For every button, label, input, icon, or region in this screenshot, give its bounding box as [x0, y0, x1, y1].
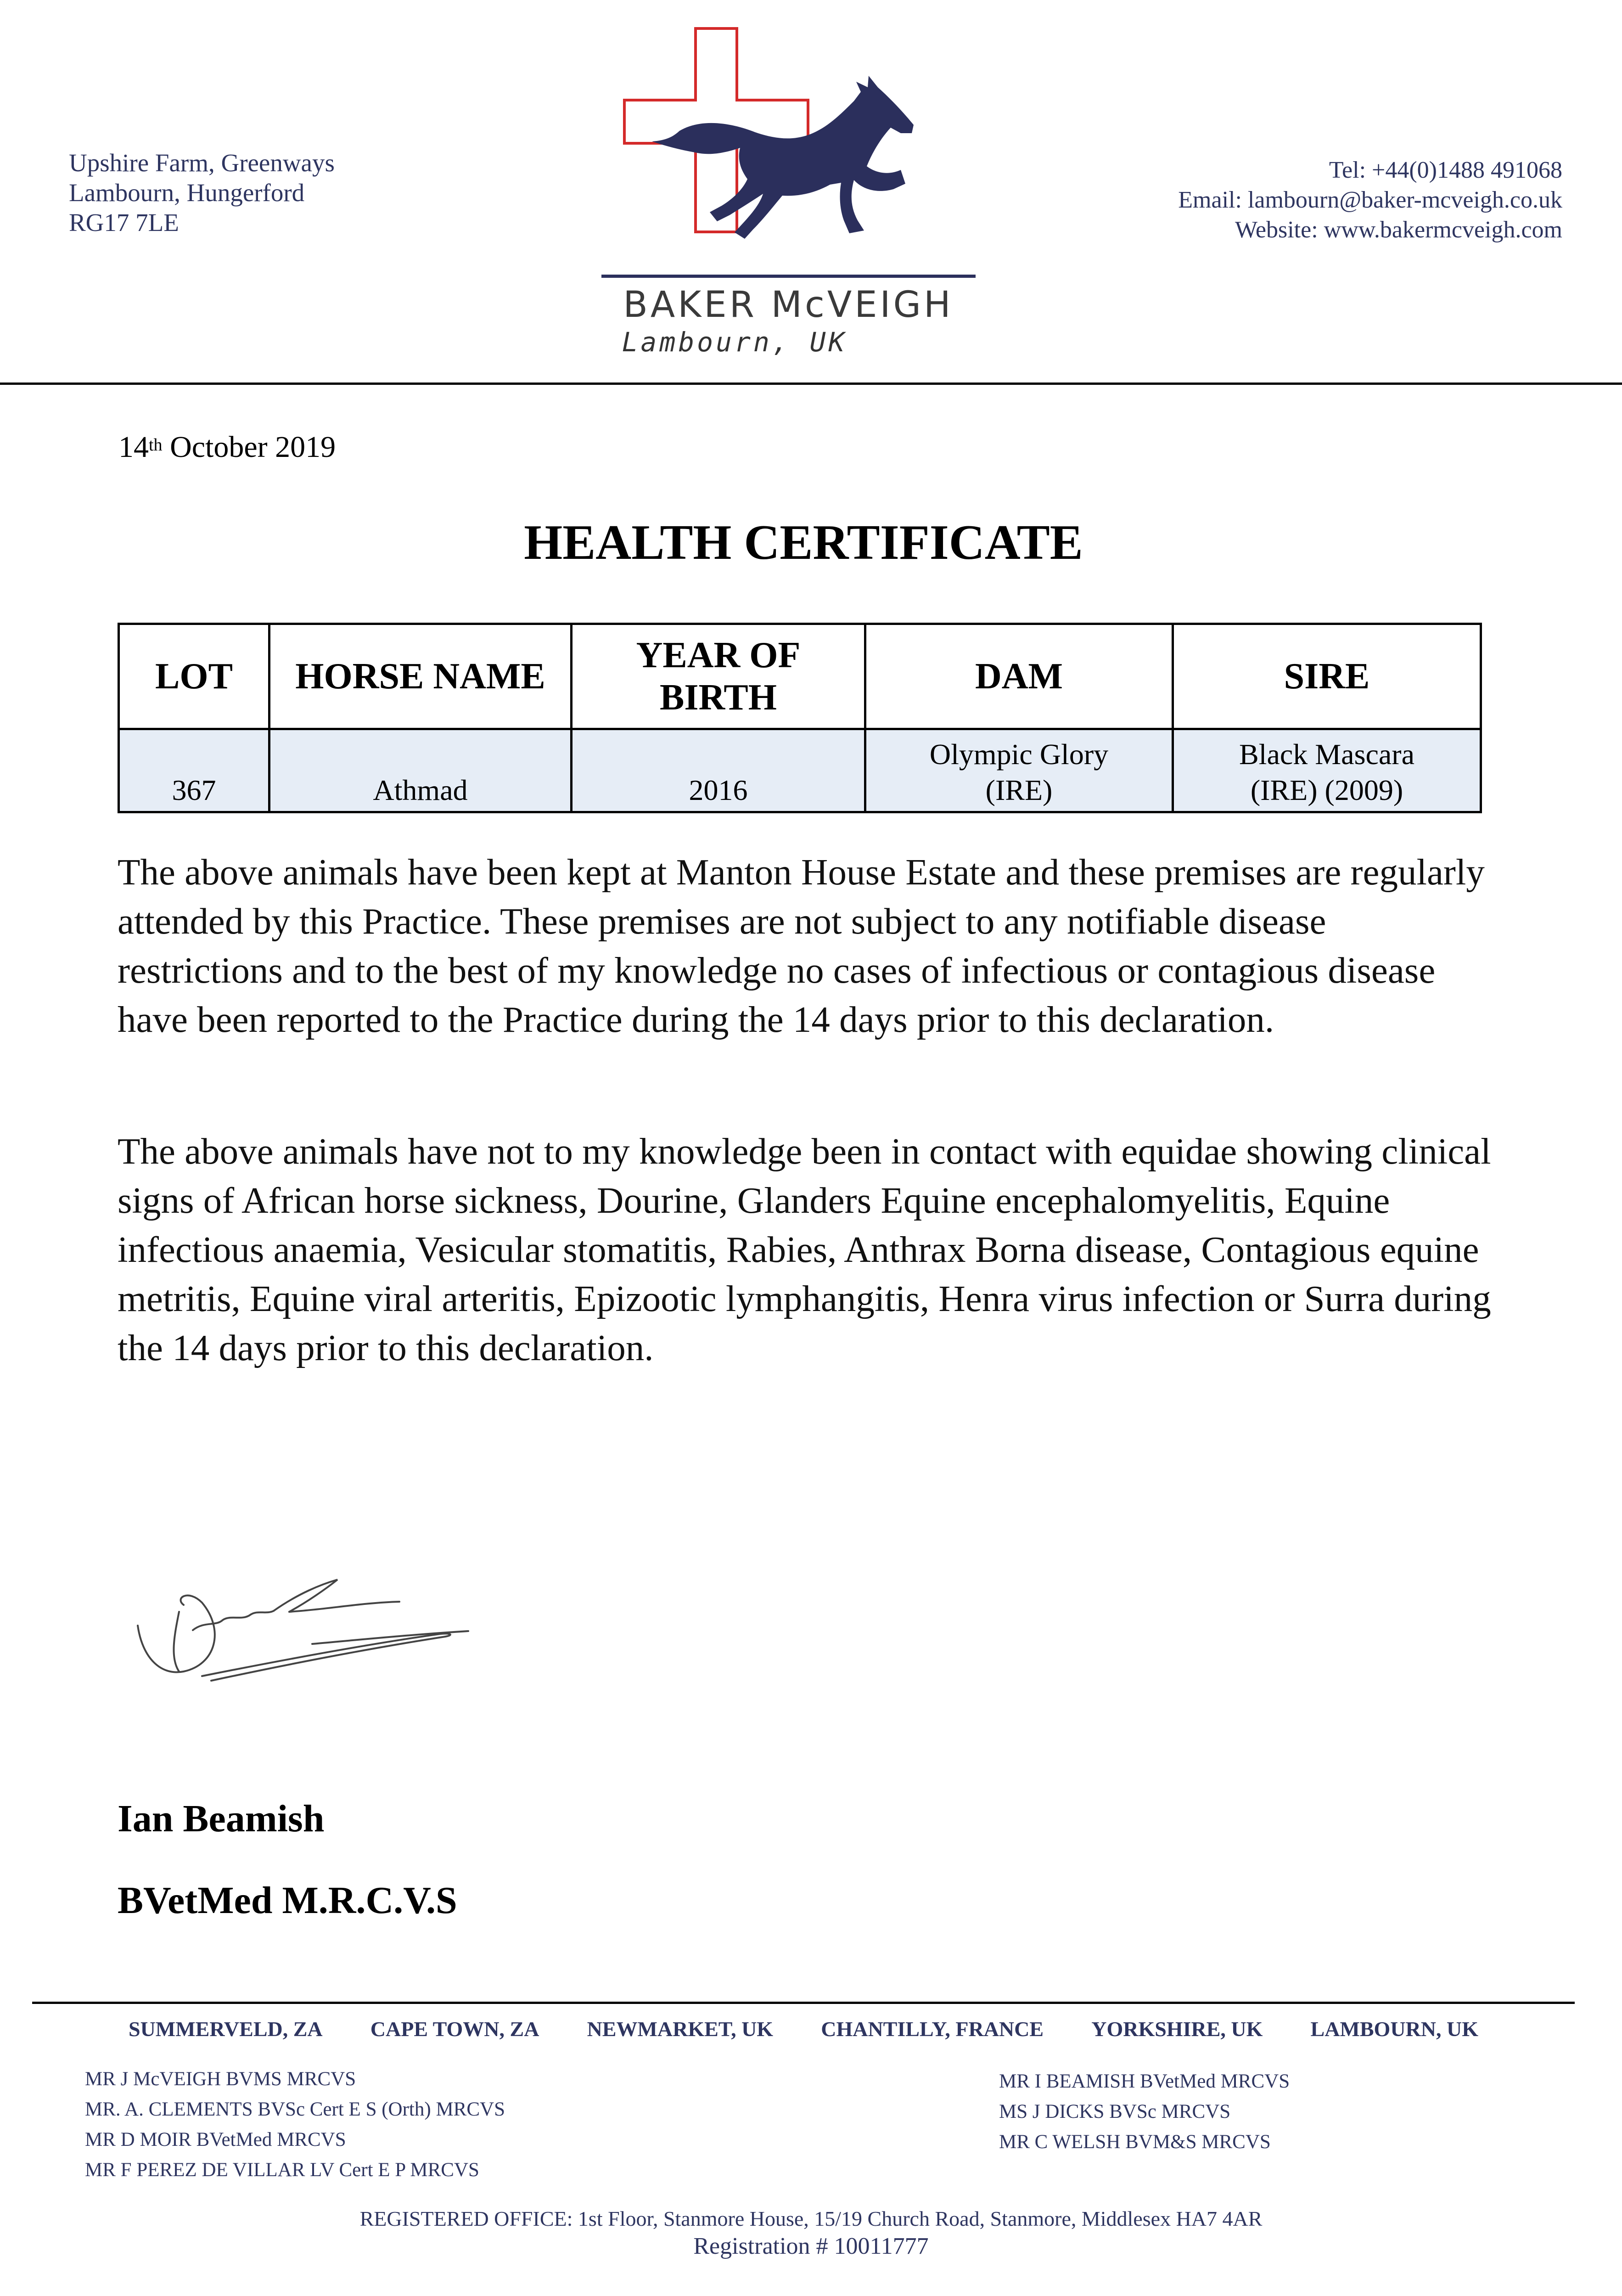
phone-number: Tel: +44(0)1488 491068: [1329, 157, 1562, 183]
horse-details-table: [118, 623, 1482, 813]
signer-name: Ian Beamish: [118, 1797, 325, 1840]
date-month-year: October 2019: [162, 430, 336, 464]
vet-name: MR C WELSH BVM&S MRCVS: [999, 2131, 1271, 2153]
office-location: YORKSHIRE, UK: [1091, 2017, 1263, 2041]
office-location: CHANTILLY, FRANCE: [821, 2017, 1044, 2041]
cell-sire: [1173, 729, 1481, 812]
footer-divider: [32, 2002, 1575, 2004]
email-address: Email: lambourn@baker-mcveigh.co.uk: [1178, 187, 1562, 213]
practice-address: [69, 148, 335, 237]
sire-origin: (IRE) (2009): [1250, 774, 1403, 806]
website: Website: www.bakermcveigh.com: [1235, 217, 1562, 243]
address-line: Lambourn, Hungerford: [69, 179, 305, 207]
vet-name: MR. A. CLEMENTS BVSc Cert E S (Orth) MRCVS: [85, 2099, 505, 2120]
declaration-paragraph: The above animals have been kept at Manton House Estate and these premises are regularly attended by this Practice. These premises are not subject to any notifiable disease restrictions and to the best of my knowledge no cases of infectious or contagious disease have been reported to the Practice during the 14 days prior to this declaration.: [118, 851, 1485, 1040]
year-of-birth-header-text: YEAR OF BIRTH: [636, 635, 801, 718]
table-row: [119, 729, 1481, 812]
contact-details: [1178, 155, 1562, 245]
cell-horse-name: Athmad: [269, 729, 572, 812]
baker-mcveigh-logo: [597, 23, 978, 363]
office-location: CAPE TOWN, ZA: [370, 2017, 539, 2041]
vet-name: MS J DICKS BVSc MRCVS: [999, 2101, 1231, 2122]
column-header-horse-name: HORSE NAME: [269, 624, 572, 729]
column-header-sire: SIRE: [1173, 624, 1481, 729]
document-date: [118, 430, 336, 465]
signer-qualification: BVetMed M.R.C.V.S: [118, 1879, 457, 1922]
handwritten-signature: [124, 1525, 537, 1699]
dam-name: Olympic Glory: [929, 738, 1109, 771]
address-line: Upshire Farm, Greenways: [69, 149, 335, 177]
logo-name: BAKER McVEIGH: [623, 284, 954, 326]
header-divider: [0, 383, 1622, 385]
date-day: 14: [118, 430, 149, 464]
cell-lot: 367: [119, 729, 269, 812]
registration-number: Registration # 10011777: [693, 2233, 929, 2259]
vet-name: MR D MOIR BVetMed MRCVS: [85, 2129, 346, 2150]
office-location: LAMBOURN, UK: [1310, 2017, 1478, 2041]
office-location: NEWMARKET, UK: [587, 2017, 774, 2041]
column-header-lot: LOT: [119, 624, 269, 729]
column-header-dam: DAM: [865, 624, 1173, 729]
sire-name: Black Mascara: [1239, 738, 1415, 771]
date-suffix: th: [149, 435, 163, 455]
disease-contact-paragraph: The above animals have not to my knowledge been in contact with equidae showing clinical signs of African horse sickness, Dourine, Glanders Equine encephalomyelitis, Equine infectious anaemia, Vesicular stomatitis, Rabies, Anthrax Borna disease, Contagious equine metritis, Equine viral arteritis, Epizootic lymphangitis, Henra virus infection or Surra during the 14 days prior to this declaration.: [118, 1131, 1491, 1368]
dam-origin: (IRE): [985, 774, 1053, 806]
office-locations: [129, 2017, 1478, 2041]
address-line: RG17 7LE: [69, 208, 179, 236]
vets-list-right: [999, 2066, 1290, 2157]
cell-dam: [865, 729, 1173, 812]
logo-rule: [601, 275, 976, 278]
vet-name: MR I BEAMISH BVetMed MRCVS: [999, 2071, 1290, 2092]
registered-office: REGISTERED OFFICE: 1st Floor, Stanmore House, 15/19 Church Road, Stanmore, Middlesex HA7 4AR: [359, 2207, 1263, 2230]
office-location: SUMMERVELD, ZA: [129, 2017, 323, 2041]
vets-list-left: [85, 2064, 505, 2185]
vet-name: MR J McVEIGH BVMS MRCVS: [85, 2068, 356, 2090]
table-header-row: [119, 624, 1481, 729]
cell-year-of-birth: 2016: [572, 729, 865, 812]
vet-name: MR F PEREZ DE VILLAR LV Cert E P MRCVS: [85, 2159, 479, 2181]
logo-location: Lambourn, UK: [622, 326, 847, 358]
page-title: HEALTH CERTIFICATE: [524, 515, 1083, 570]
column-header-year-of-birth: [572, 624, 865, 729]
